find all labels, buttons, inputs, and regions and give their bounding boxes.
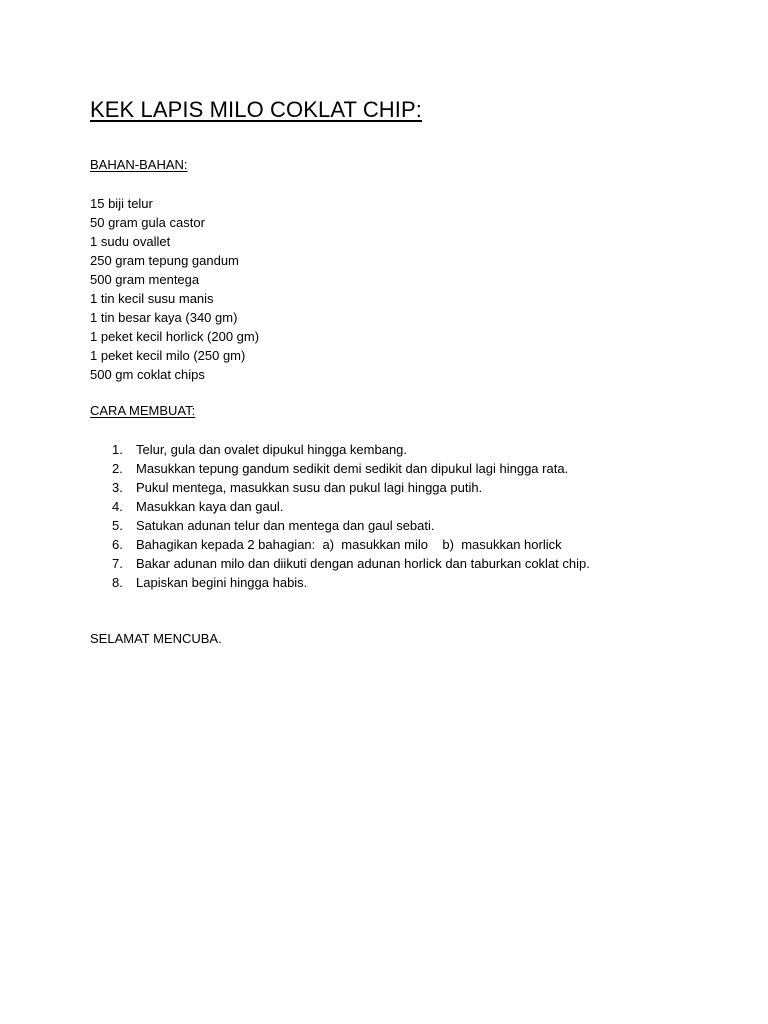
step-number: 2.	[112, 461, 123, 476]
step-item	[112, 573, 590, 592]
step-number: 8.	[112, 575, 123, 590]
step-text: Masukkan tepung gandum sedikit demi sedikit dan dipukul lagi hingga rata.	[136, 461, 569, 476]
ingredient-item: 1 peket kecil milo (250 gm)	[90, 348, 246, 363]
step-text: Lapiskan begini hingga habis.	[136, 575, 308, 590]
step-item	[112, 459, 590, 478]
step-text: Satukan adunan telur dan mentega dan gaul sebati.	[136, 518, 435, 533]
ingredient-item: 15 biji telur	[90, 196, 153, 211]
step-item	[112, 516, 590, 535]
step-text: Pukul mentega, masukkan susu dan pukul lagi hingga putih.	[136, 480, 483, 495]
step-text: Telur, gula dan ovalet dipukul hingga kembang.	[136, 442, 408, 457]
method-steps-list	[112, 440, 590, 592]
step-number: 4.	[112, 499, 123, 514]
ingredients-list	[90, 194, 259, 384]
step-number: 5.	[112, 518, 123, 533]
step-item	[112, 440, 590, 459]
ingredient-item: 1 tin besar kaya (340 gm)	[90, 310, 238, 325]
step-item	[112, 497, 590, 516]
step-number: 6.	[112, 537, 123, 552]
step-number: 1.	[112, 442, 123, 457]
ingredients-heading: BAHAN-BAHAN:	[90, 157, 188, 172]
step-item	[112, 535, 590, 554]
step-number: 7.	[112, 556, 123, 571]
method-heading: CARA MEMBUAT:	[90, 403, 196, 418]
recipe-title: KEK LAPIS MILO COKLAT CHIP:	[90, 97, 422, 122]
ingredient-item: 1 sudu ovallet	[90, 234, 171, 249]
step-number: 3.	[112, 480, 123, 495]
ingredient-item: 500 gm coklat chips	[90, 367, 205, 382]
step-item	[112, 554, 590, 573]
ingredient-item: 1 peket kecil horlick (200 gm)	[90, 329, 260, 344]
ingredient-item: 250 gram tepung gandum	[90, 253, 239, 268]
ingredient-item: 500 gram mentega	[90, 272, 200, 287]
step-text: Masukkan kaya dan gaul.	[136, 499, 284, 514]
ingredient-item: 50 gram gula castor	[90, 215, 205, 230]
step-item	[112, 478, 590, 497]
ingredient-item: 1 tin kecil susu manis	[90, 291, 214, 306]
closing-text: SELAMAT MENCUBA.	[90, 631, 222, 646]
step-text: Bakar adunan milo dan diikuti dengan adunan horlick dan taburkan coklat chip.	[136, 556, 590, 571]
step-text: Bahagikan kepada 2 bahagian: a) masukkan milo b) masukkan horlick	[136, 537, 562, 552]
